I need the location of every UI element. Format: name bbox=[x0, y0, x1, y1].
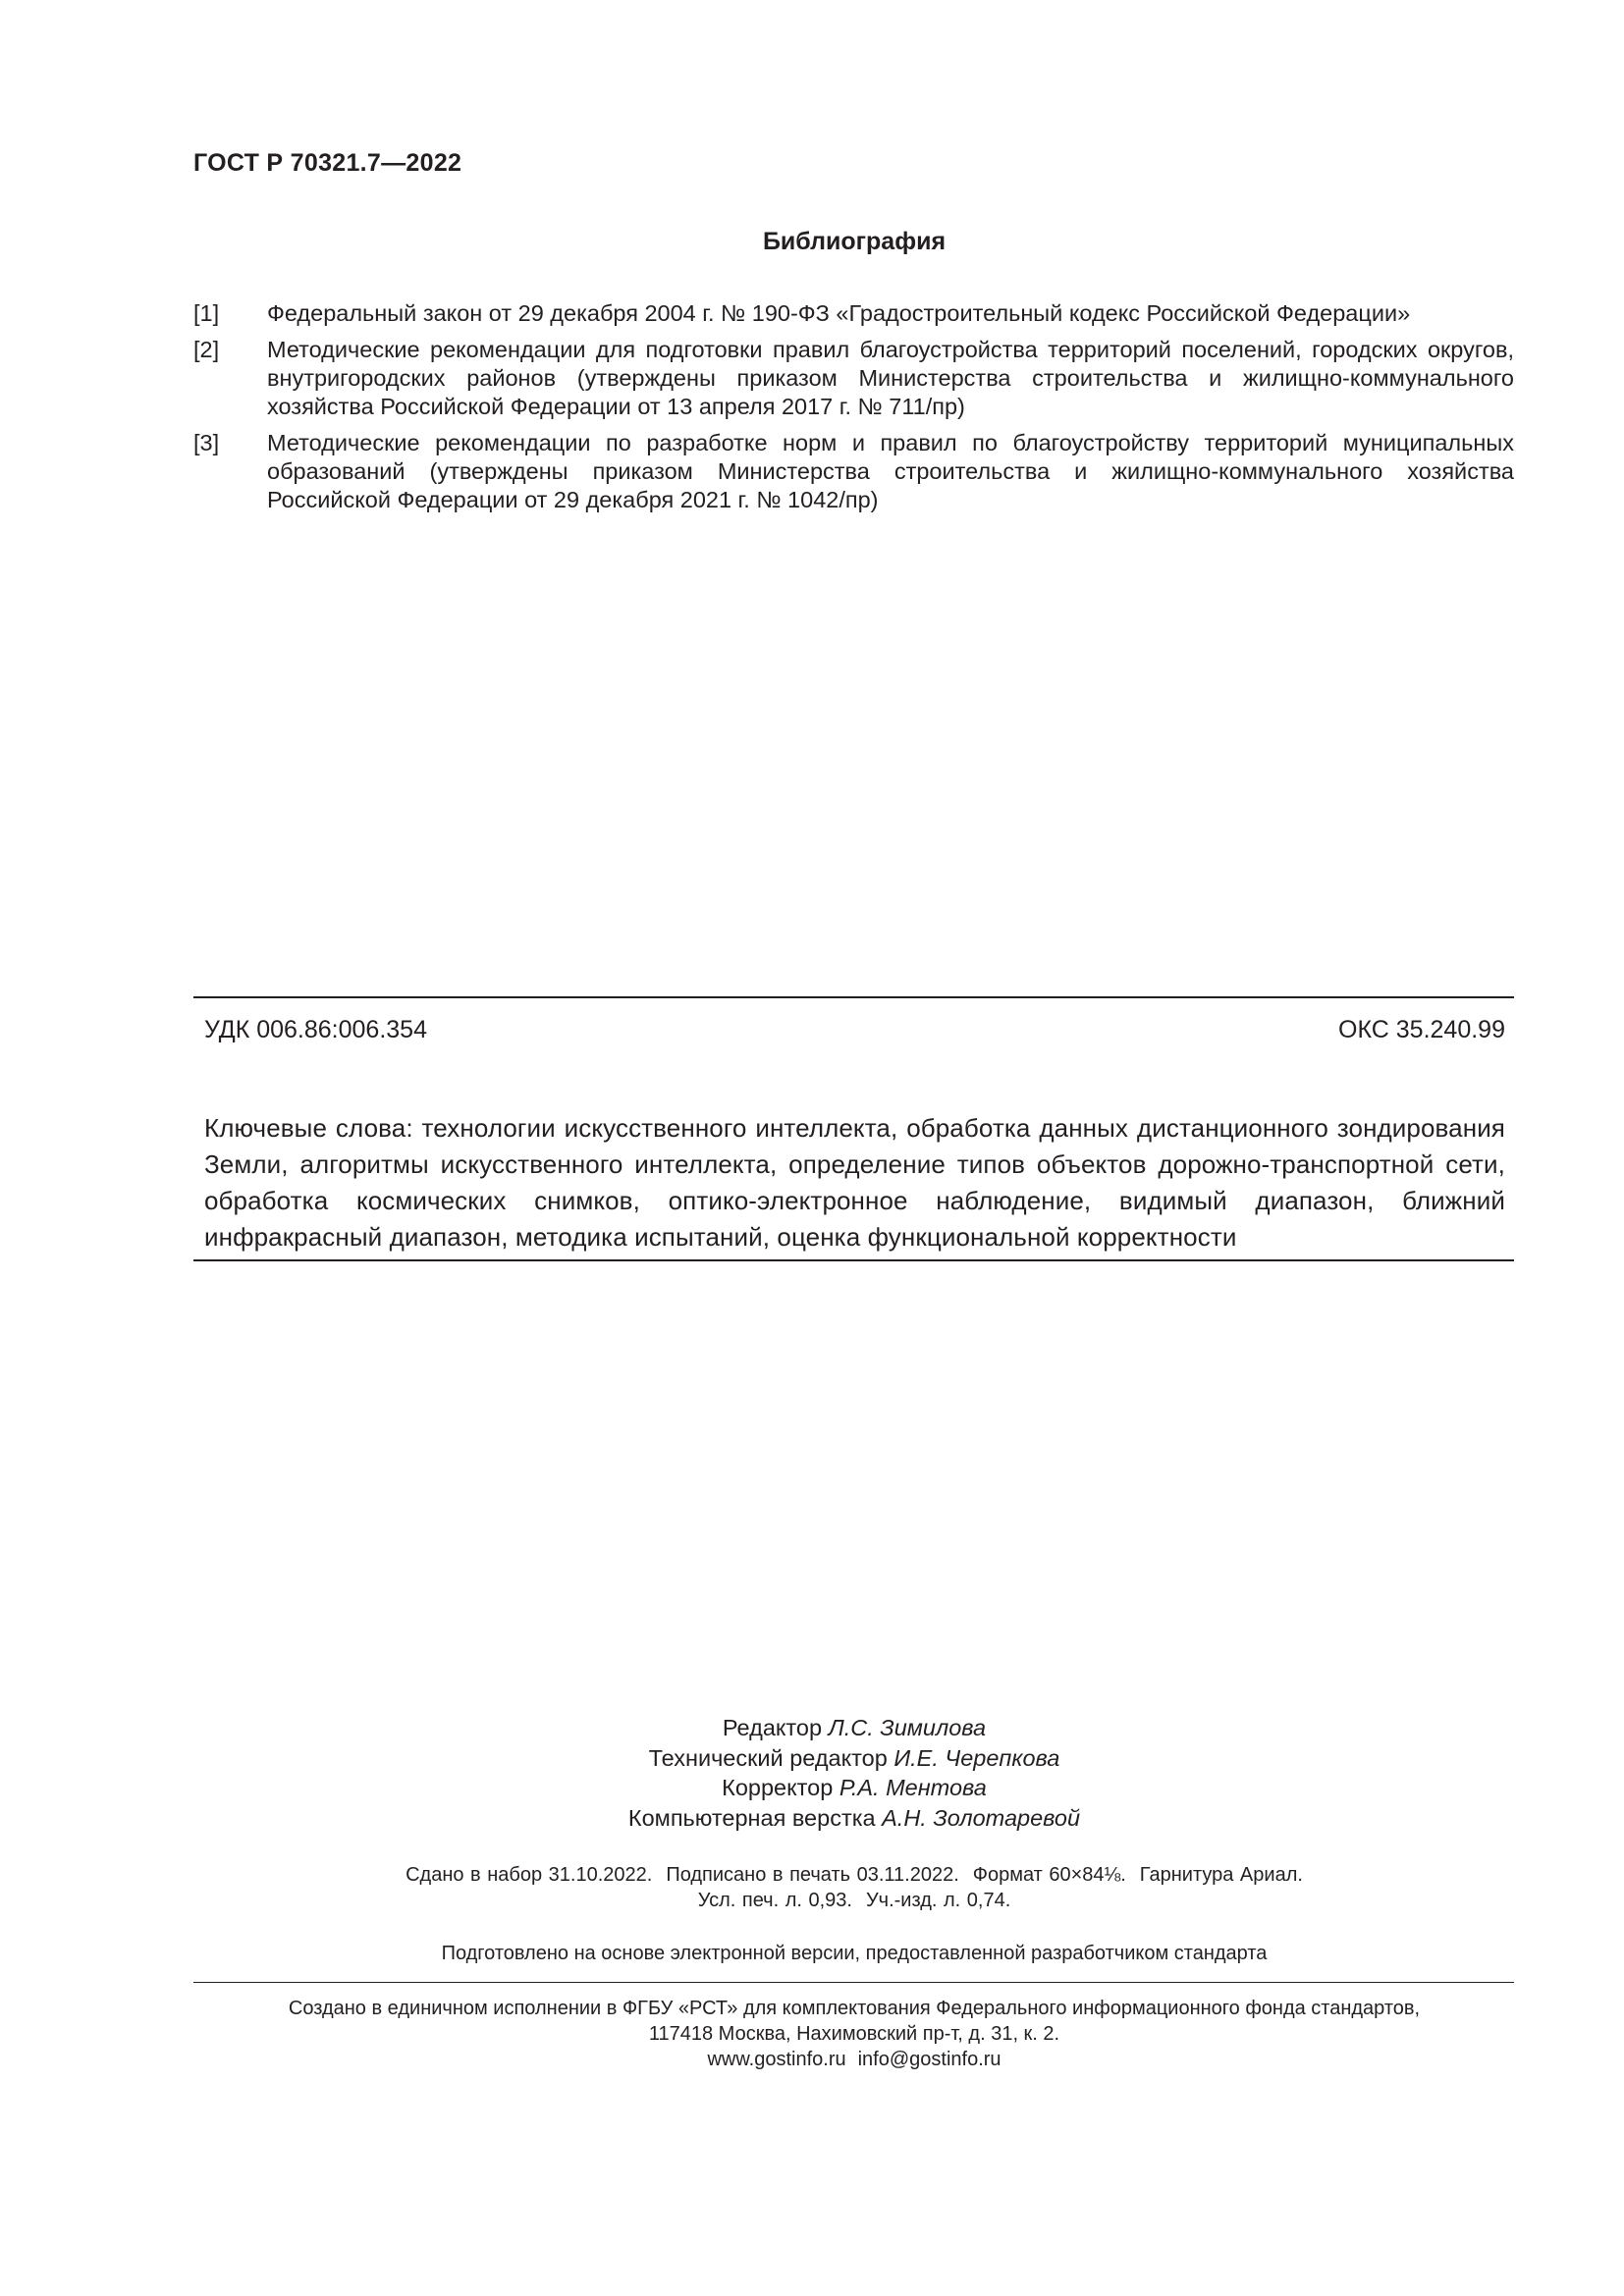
credit-person: Р.А. Ментова bbox=[839, 1775, 987, 1800]
print-info bbox=[0, 1862, 1624, 1913]
publisher-footer bbox=[0, 1996, 1624, 2072]
bibliography-title: Библиография bbox=[762, 228, 947, 255]
bibliography-entry bbox=[193, 429, 1514, 514]
credit-proofreader bbox=[0, 1773, 1624, 1803]
classification-top-rule bbox=[193, 996, 1514, 998]
credit-person: А.Н. Золотаревой bbox=[882, 1804, 1081, 1831]
udk-code: УДК 006.86:006.354 bbox=[204, 1016, 427, 1043]
credit-person: И.Е. Черепкова bbox=[893, 1744, 1060, 1771]
credit-person: Л.С. Зимилова bbox=[828, 1715, 987, 1740]
oks-code: ОКС 35.240.99 bbox=[1338, 1016, 1505, 1043]
publisher-sheets: Уч.-изд. л. 0,74. bbox=[865, 1890, 1011, 1911]
bibliography-entry bbox=[193, 299, 1514, 328]
credit-layout bbox=[0, 1803, 1624, 1834]
credit-role: Технический редактор bbox=[648, 1744, 888, 1771]
bibliography-entry bbox=[193, 336, 1514, 421]
print-info-line-1 bbox=[0, 1862, 1624, 1888]
footer-line-1: Создано в единичном исполнении в ФГБУ «РСТ» для комплектования Федерального информационного фонда стандартов, bbox=[288, 1998, 1421, 2019]
keywords-paragraph: Ключевые слова: технологии искусственного интеллекта, обработка данных дистанционного зондирования Земли, алгоритмы искусственного интеллекта, определение типов объектов дорожно-транспортной сети, обработка космических снимков, оптико-электронное наблюдение, видимый диапазон, ближний инфракрасный диапазон, методика испытаний, оценка функциональной корректности bbox=[204, 1113, 1505, 1252]
footer-contacts bbox=[0, 2047, 1624, 2072]
print-sheets: Усл. печ. л. 0,93. bbox=[697, 1890, 852, 1911]
credit-role: Компьютерная верстка bbox=[627, 1804, 876, 1831]
print-info-line-2 bbox=[0, 1888, 1624, 1913]
credit-role: Редактор bbox=[722, 1715, 823, 1740]
footer-email: info@gostinfo.ru bbox=[857, 2049, 1001, 2070]
bibliography-entry-number: [2] bbox=[193, 337, 220, 362]
signed-date: Подписано в печать 03.11.2022. bbox=[666, 1864, 959, 1886]
bibliography-entry-text: Методические рекомендации по разработке норм и правил по благоустройству территорий муниципальных образований (утверждены приказом Министерства строительства и жилищно-коммунального хозяйства Российской Федерации от 29 декабря 2021 г. № 1042/пр) bbox=[267, 430, 1514, 512]
credit-editor bbox=[0, 1713, 1624, 1743]
bibliography-entry-number: [3] bbox=[193, 430, 220, 455]
prepared-note: Подготовлено на основе электронной версии, предоставленной разработчиком стандарта bbox=[441, 1943, 1268, 1964]
bibliography-entry-text: Федеральный закон от 29 декабря 2004 г. № 190-ФЗ «Градостроительный кодекс Российской Федерации» bbox=[267, 300, 1411, 326]
print-format: Формат 60×84⅛. bbox=[972, 1864, 1126, 1886]
bibliography-entry-number: [1] bbox=[193, 300, 220, 326]
credit-technical-editor bbox=[0, 1743, 1624, 1774]
footer-rule bbox=[193, 1982, 1514, 1983]
keywords-bottom-rule bbox=[193, 1259, 1514, 1261]
bibliography-list bbox=[193, 299, 1514, 522]
document-code: ГОСТ Р 70321.7—2022 bbox=[193, 149, 462, 177]
credits-block bbox=[0, 1713, 1624, 1833]
footer-address: 117418 Москва, Нахимовский пр-т, д. 31, к. 2. bbox=[648, 2023, 1060, 2045]
footer-website: www.gostinfo.ru bbox=[707, 2049, 846, 2070]
submitted-date: Сдано в набор 31.10.2022. bbox=[406, 1864, 653, 1886]
typeface: Гарнитура Ариал. bbox=[1139, 1864, 1303, 1886]
credit-role: Корректор bbox=[722, 1775, 834, 1800]
bibliography-entry-text: Методические рекомендации для подготовки правил благоустройства территорий поселений, городских округов, внутригородских районов (утверждены приказом Министерства строительства и жилищно-коммунального хозяйства Российской Федерации от 13 апреля 2017 г. № 711/пр) bbox=[267, 337, 1514, 419]
